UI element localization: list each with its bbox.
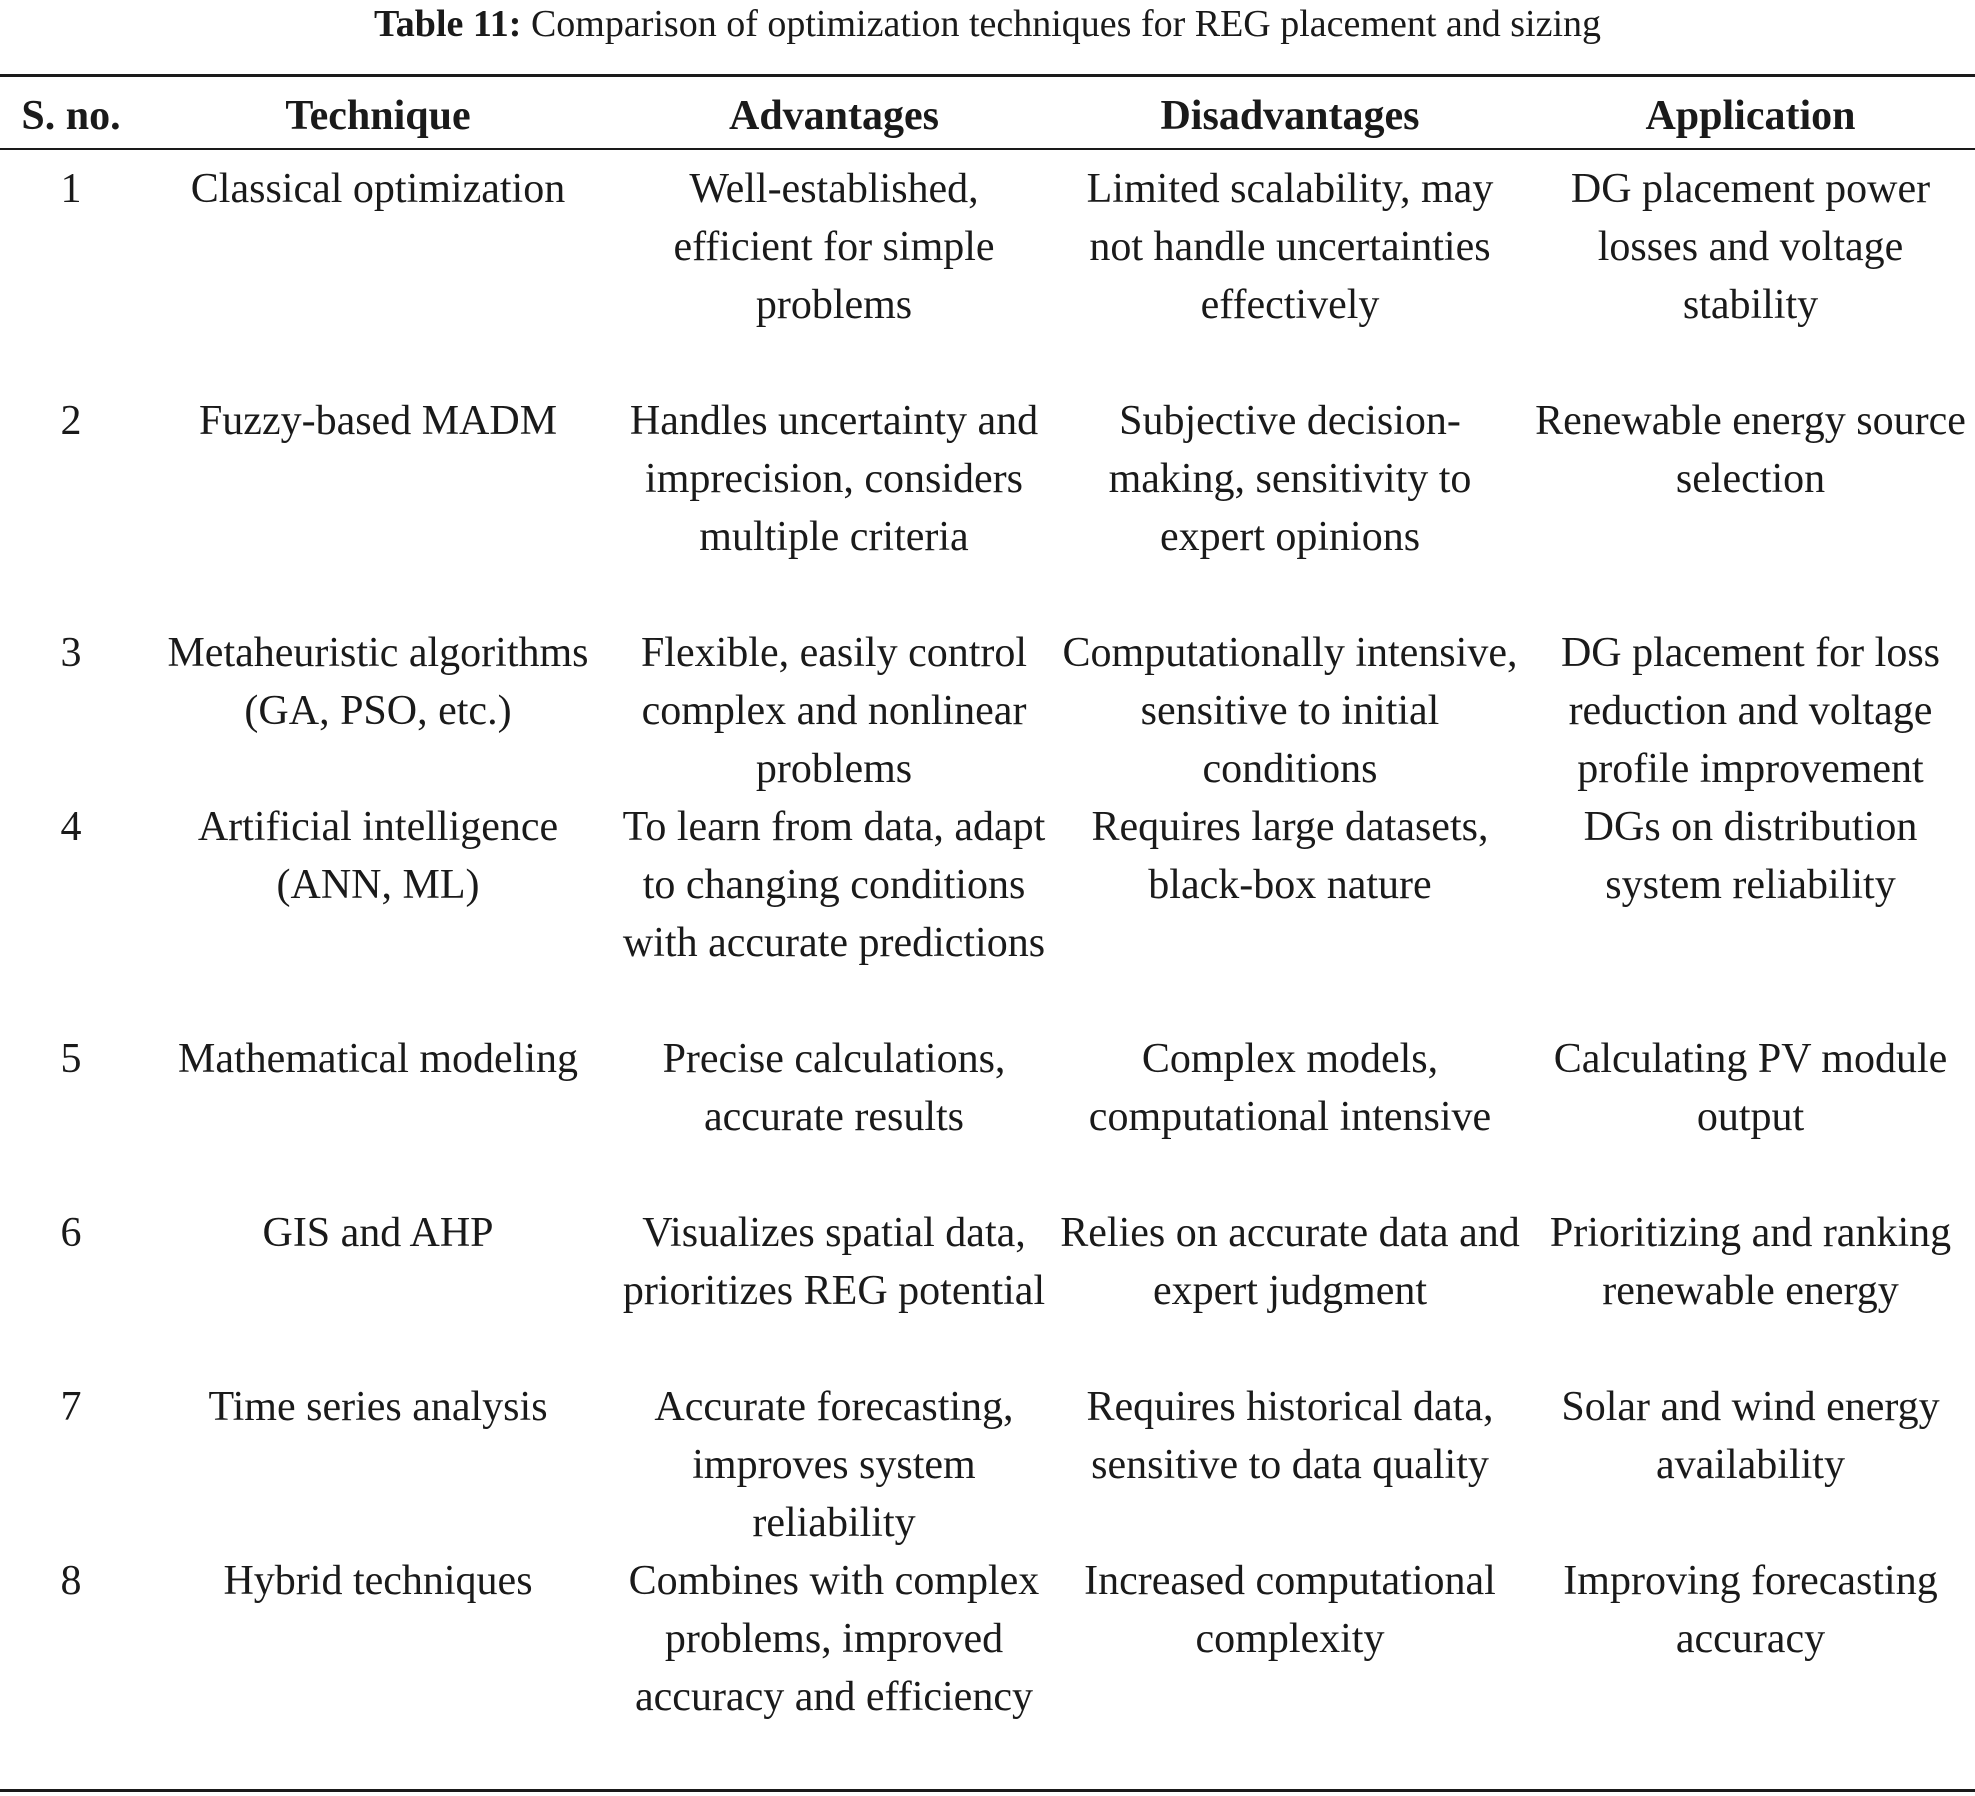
cell-application: Improving forecasting accuracy xyxy=(1563,1558,1938,1662)
table-row xyxy=(0,392,1975,566)
cell-technique: Fuzzy-based MADM xyxy=(198,398,558,444)
header-sno: S. no. xyxy=(21,93,121,139)
table-row xyxy=(0,1552,1975,1726)
cell-disadvantages: Limited scalability, may not handle uncertainties effectively xyxy=(1086,166,1494,328)
cell-technique: Mathematical modeling xyxy=(177,1036,579,1082)
cell-technique: Artificial intelligence (ANN, ML) xyxy=(197,804,559,908)
cell-sno: 2 xyxy=(60,398,82,444)
cell-advantages: Well-established, efficient for simple problems xyxy=(673,166,995,328)
cell-sno: 3 xyxy=(60,630,82,676)
table-header-rule xyxy=(0,148,1975,150)
cell-application: DG placement for loss reduction and voltage profile improvement xyxy=(1560,630,1941,792)
cell-disadvantages: Increased computational complexity xyxy=(1084,1558,1496,1662)
header-application: Application xyxy=(1645,93,1856,139)
header-advantages: Advantages xyxy=(728,93,940,139)
table-row xyxy=(0,798,1975,972)
cell-application: Prioritizing and ranking renewable energy xyxy=(1549,1210,1952,1314)
cell-technique: GIS and AHP xyxy=(262,1210,494,1256)
cell-disadvantages: Subjective decision-making, sensitivity to expert opinions xyxy=(1108,398,1472,560)
cell-technique: Classical optimization xyxy=(190,166,566,212)
table-row xyxy=(0,624,1975,798)
table-row xyxy=(0,1030,1975,1146)
cell-technique: Metaheuristic algorithms (GA, PSO, etc.) xyxy=(167,630,589,734)
table-row xyxy=(0,160,1975,334)
cell-advantages: Visualizes spatial data, prioritizes REG potential xyxy=(622,1210,1046,1314)
table-row xyxy=(0,1378,1975,1552)
cell-advantages: Combines with complex problems, improved accuracy and efficiency xyxy=(628,1558,1040,1720)
cell-disadvantages: Relies on accurate data and expert judgment xyxy=(1060,1210,1520,1314)
cell-advantages: Precise calculations, accurate results xyxy=(662,1036,1006,1140)
cell-disadvantages: Requires historical data, sensitive to data quality xyxy=(1086,1384,1494,1488)
table-header-row xyxy=(0,86,1975,146)
table-bottom-rule xyxy=(0,1789,1975,1792)
cell-sno: 1 xyxy=(60,166,82,212)
cell-application: DG placement power losses and voltage stability xyxy=(1570,166,1931,328)
caption-text: Comparison of optimization techniques for REG placement and sizing xyxy=(530,3,1602,45)
table-row xyxy=(0,1204,1975,1320)
table-top-rule xyxy=(0,74,1975,77)
cell-application: Calculating PV module output xyxy=(1553,1036,1948,1140)
cell-sno: 4 xyxy=(60,804,82,850)
cell-advantages: Flexible, easily control complex and nonlinear problems xyxy=(640,630,1028,792)
cell-application: Renewable energy source selection xyxy=(1535,398,1966,502)
caption-label: Table 11: xyxy=(373,3,522,45)
cell-application: DGs on distribution system reliability xyxy=(1583,804,1918,908)
cell-disadvantages: Requires large datasets, black-box nature xyxy=(1091,804,1489,908)
cell-advantages: Handles uncertainty and imprecision, considers multiple criteria xyxy=(629,398,1039,560)
cell-advantages: To learn from data, adapt to changing conditions with accurate predictions xyxy=(622,804,1046,966)
cell-sno: 8 xyxy=(60,1558,82,1604)
cell-advantages: Accurate forecasting, improves system reliability xyxy=(654,1384,1014,1546)
cell-disadvantages: Complex models, computational intensive xyxy=(1088,1036,1492,1140)
cell-technique: Time series analysis xyxy=(208,1384,548,1430)
table-caption xyxy=(0,0,1975,48)
cell-application: Solar and wind energy availability xyxy=(1561,1384,1940,1488)
header-disadvantages: Disadvantages xyxy=(1160,93,1420,139)
cell-technique: Hybrid techniques xyxy=(223,1558,533,1604)
cell-sno: 5 xyxy=(60,1036,82,1082)
cell-disadvantages: Computationally intensive, sensitive to initial conditions xyxy=(1062,630,1518,792)
header-technique: Technique xyxy=(285,93,471,139)
cell-sno: 7 xyxy=(60,1384,82,1430)
cell-sno: 6 xyxy=(60,1210,82,1256)
